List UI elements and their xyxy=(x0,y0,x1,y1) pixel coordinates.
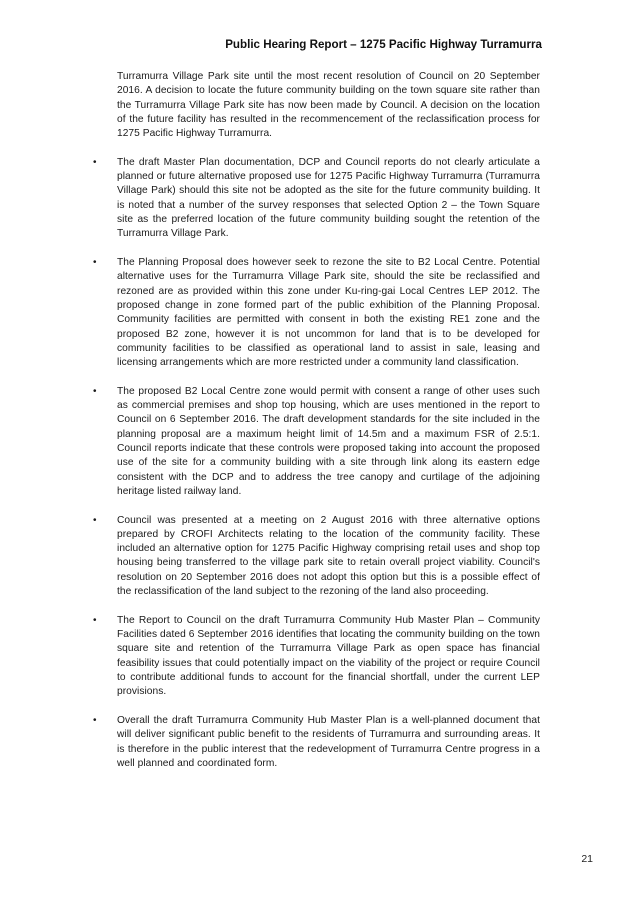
bullet-item-5 xyxy=(93,614,540,700)
bullet-text: Overall the draft Turramurra Community Hub Master Plan is a well-planned document that will deliver significant public benefit to the residents of Turramurra and surrounding areas. It is therefore in the public interest that the redevelopment of Turramurra Centre progress in a well planned and coordinated form. xyxy=(117,714,540,769)
bullet-text: The proposed B2 Local Centre zone would permit with consent a range of other uses such as commercial premises and shop top housing, which are uses mentioned in the report to Council on 6 September 2016. The draft development standards for the site included in the planning proposal are a maximum height limit of 14.5m and a maximum FSR of 2.5:1. Council reports indicate that these controls were proposed taking into account the proposed use of the site for a community building with a site through link along its eastern edge consistent with the DCP and to address the tree canopy and curtilage of the adjoining heritage listed railway land. xyxy=(117,385,540,497)
bullet-icon: • xyxy=(93,714,97,726)
bullet-item-1 xyxy=(93,156,540,242)
bullet-text: The Planning Proposal does however seek to rezone the site to B2 Local Centre. Potential alternative uses for the Turramurra Village Park site, should the site be reclassified and rezoned are as provided within this zone under Ku-ring-gai Local Centres LEP 2012. The proposed change in zone formed part of the public exhibition of the Planning Proposal. Community facilities are permitted with consent in both the existing RE1 zone and the proposed B2 zone, however it is not uncommon for land that is to be developed for community facilities to be classified as operational land to assist in sale, leasing and licensing arrangements which are more restricted under a community land classification. xyxy=(117,257,540,369)
page-number: 21 xyxy=(581,853,593,865)
bullet-item-2 xyxy=(93,256,540,370)
bullet-text: The Report to Council on the draft Turramurra Community Hub Master Plan – Community Facilities dated 6 September 2016 identifies that locating the community building on the town square site and retention of the Turramurra Village Park as open space has financial feasibility issues that could potentially impact on the viability of the project or require Council to contribute additional funds to account for the financial shortfall, under the current LEP provisions. xyxy=(117,614,540,698)
bullet-icon: • xyxy=(93,385,97,397)
bullet-text: The draft Master Plan documentation, DCP and Council reports do not clearly articulate a planned or future alternative proposed use for 1275 Pacific Highway Turramurra (Turramurra Village Park) should this site not be adopted as the site for the future community building. It is noted that a number of the survey responses that selected Option 2 – the Town Square site as the preferred location of the future community building sought the retention of the Turramurra Village Park. xyxy=(117,156,540,240)
bullet-item-6 xyxy=(93,714,540,771)
bullet-icon: • xyxy=(93,257,97,269)
bullet-item-3 xyxy=(93,385,540,499)
bullet-icon: • xyxy=(93,156,97,168)
page-header-title: Public Hearing Report – 1275 Pacific Highway Turramurra xyxy=(225,38,542,51)
page-body xyxy=(93,70,540,786)
bullet-text: Council was presented at a meeting on 2 August 2016 with three alternative options prepared by CROFI Architects relating to the location of the community facility. These included an alternative option for 1275 Pacific Highway comprising retail uses and shop top housing being transferred to the village park site to retain overall project viability. Council's resolution on 20 September 2016 does not adopt this option but this is a possible effect of the reclassification of the land subject to the rezoning of the land also proceeding. xyxy=(117,514,540,598)
bullet-icon: • xyxy=(93,514,97,526)
bullet-item-4 xyxy=(93,514,540,600)
intro-paragraph: Turramurra Village Park site until the most recent resolution of Council on 20 September 2016. A decision to locate the future community building on the town square site rather than the Turramurra Village Park site has now been made by Council. A decision on the location of the future facility has resulted in the recommencement of the reclassification process for 1275 Pacific Highway Turramurra. xyxy=(117,71,540,140)
bullet-icon: • xyxy=(93,614,97,626)
